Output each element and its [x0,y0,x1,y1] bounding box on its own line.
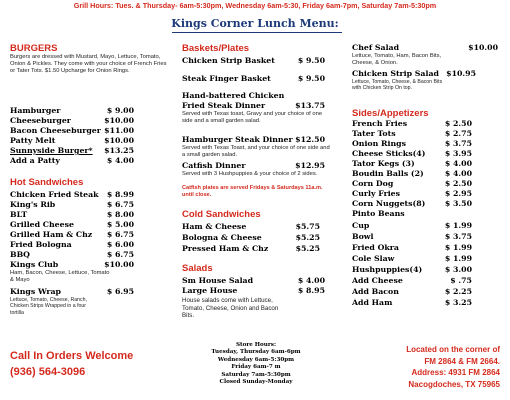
menu-item-kings-wrap: Kings Wrap $ 6.95 [10,287,134,296]
menu-item-sm-house-salad: Sm House Salad $ 4.00 [182,276,325,285]
menu-item-bbq: BBQ $ 6.75 [10,250,134,259]
call-in-orders: Call In Orders Welcome [10,350,134,362]
cfs-dinner-description: Served with Texas toast, Gravy and your choice of one side and a small garden salad. [182,111,323,124]
side-bowl: Bowl $ 3.75 [352,232,472,241]
side-cup: Cup $ 1.99 [352,221,472,230]
menu-item-chef-salad: Chef Salad $10.00 [352,43,498,52]
location-info [310,344,500,390]
menu-item-chicken-fried-steak: Chicken Fried Steak $ 8.99 [10,190,134,199]
address-line: Address: 4931 FM 2864 [411,368,500,377]
location-line: FM 2864 & FM 2664. [424,356,500,366]
menu-item-ham-cheese: Ham & Cheese $5.75 [182,222,320,231]
store-hours-line: Closed Sunday-Monday [219,379,293,386]
menu-item-grilled-ham-chz: Grilled Ham & Chz $ 6.75 [10,230,134,239]
side-onion-rings: Onion Rings $ 3.75 [352,139,472,148]
side-boudin-balls: Boudin Balls (2) $ 4.00 [352,169,472,178]
side-fried-okra: Fried Okra $ 1.99 [352,243,472,252]
menu-item-patty-melt: Patty Melt $10.00 [10,136,134,145]
menu-title: Kings Corner Lunch Menu: [171,17,339,30]
hamburger-steak-description: Served with Texas Toast, and your choice of one side and a small garden salad. [182,145,330,158]
menu-item-blt: BLT $ 8.00 [10,210,134,219]
grill-hours-text: Grill Hours: Tues. & Thursday- 6am-5:30pm, Wednesday 6am-5:30, Friday 6am-7pm, Saturday 7am-5:30pm [73,1,437,10]
hot-sandwiches-heading: Hot Sandwiches [10,177,84,188]
baskets-heading: Baskets/Plates [182,43,250,54]
menu-item-sunnyside-burger: Sunnyside Burger* $13.25 [10,146,134,155]
menu-item-chicken-fried-steak-dinner: Fried Steak Dinner $13.75 [182,101,325,110]
menu-item-steak-finger-basket: Steak Finger Basket $ 9.50 [182,74,325,83]
menu-item-hamburger: Hamburger $ 9.00 [10,106,134,115]
salads-description: House salads come with Lettuce, Tomato, Cheese, Onion and Bacon Bits. [182,297,279,320]
store-hours-line: Tuesday, Thursday 6am-6pm [211,349,301,356]
menu-item-chicken-strip-basket: Chicken Strip Basket $ 9.50 [182,56,325,65]
menu-item-fried-bologna: Fried Bologna $ 6.00 [10,240,134,249]
side-cheese-sticks: Cheese Sticks(4) $ 3.95 [352,149,472,158]
burgers-heading: BURGERS [10,43,58,54]
menu-item-kings-club: Kings Club $10.00 [10,260,134,269]
grill-hours-banner [0,0,510,13]
side-corn-nuggets: Corn Nuggets(8) $ 3.50 [352,199,472,208]
menu-item-cheeseburger: Cheeseburger $10.00 [10,116,134,125]
sides-heading: Sides/Appetizers [352,108,429,119]
side-tater-tots: Tater Tots $ 2.75 [352,129,472,138]
menu-item-pressed-ham-chz: Pressed Ham & Chz $5.25 [182,244,320,253]
side-cole-slaw: Cole Slaw $ 1.99 [352,254,472,263]
side-french-fries: French Fries $ 2.50 [352,119,472,128]
menu-item-catfish-dinner: Catfish Dinner $12.95 [182,161,325,170]
side-add-cheese: Add Cheese $ .75 [352,276,472,285]
chef-salad-description: Lettuce, Tomato, Ham, Bacon Bits, Cheese, & Onion. [352,53,442,66]
menu-item-add-patty: Add a Patty $ 4.00 [10,156,134,165]
catfish-description: Served with 3 Hushpuppies & your choice of 2 sides. [182,171,318,177]
store-hours-title: Store Hours: [235,342,277,348]
menu-item-hamburger-steak-dinner: Hamburger Steak Dinner $12.50 [182,135,325,144]
burgers-description: Burgers are dressed with Mustard, Mayo, Lettuce, Tomato, Onion & Pickles. They come with your choice of French Fries or Tater Tots. $1.50 Upcharge for Onion Rings. [10,54,167,74]
side-tator-kegs: Tator Kegs (3) $ 4.00 [352,159,472,168]
menu-item-bologna-cheese: Bologna & Cheese $5.25 [182,233,320,242]
cfs-dinner-line1: Hand-battered Chicken [182,91,285,100]
title-underline [172,32,342,33]
phone-number[interactable]: (936) 564-3096 [10,366,86,378]
side-add-bacon: Add Bacon $ 2.25 [352,287,472,296]
side-pinto-beans: Pinto Beans [352,209,405,218]
chicken-strip-salad-description: Lettuce, Tomato, Cheese, & Bacon Bits with Chicken Strip On top. [352,79,443,92]
salads-heading: Salads [182,263,213,274]
side-hushpuppies: Hushpuppies(4) $ 3.00 [352,265,472,274]
store-hours-line: Saturday 7am-5:30pm [221,371,291,378]
kings-wrap-description: Lettuce, Tomato, Cheese, Ranch, Chicken Strips Wrapped in a four tortilla [10,297,87,316]
side-add-ham: Add Ham $ 3.25 [352,298,472,307]
side-curly-fries: Curly Fries $ 2.95 [352,189,472,198]
city-line: Nacogdoches, TX 75965 [408,379,500,389]
cold-sandwiches-heading: Cold Sandwiches [182,209,261,220]
location-line: Located on the corner of [406,345,500,354]
menu-item-bacon-cheeseburger: Bacon Cheeseburger $11.00 [10,126,134,135]
store-hours-line: Friday 6am-7 m [231,364,281,371]
menu-item-grilled-cheese: Grilled Cheese $ 5.00 [10,220,134,229]
catfish-note: Catfish plates are served Fridays & Saturdays 11a.m. until close. [182,185,323,198]
kings-club-description: Ham, Bacon, Cheese, Lettuce, Tomato & Mayo [10,270,110,283]
menu-item-kings-rib: King's Rib $ 6.75 [10,200,134,209]
side-corn-dog: Corn Dog $ 2.50 [352,179,472,188]
store-hours-line: Wednesday 6am-5:30pm [217,356,295,363]
menu-item-chicken-strip-salad: Chicken Strip Salad $10.95 [352,69,476,78]
menu-item-large-house-salad: Large House $ 8.95 [182,286,325,295]
